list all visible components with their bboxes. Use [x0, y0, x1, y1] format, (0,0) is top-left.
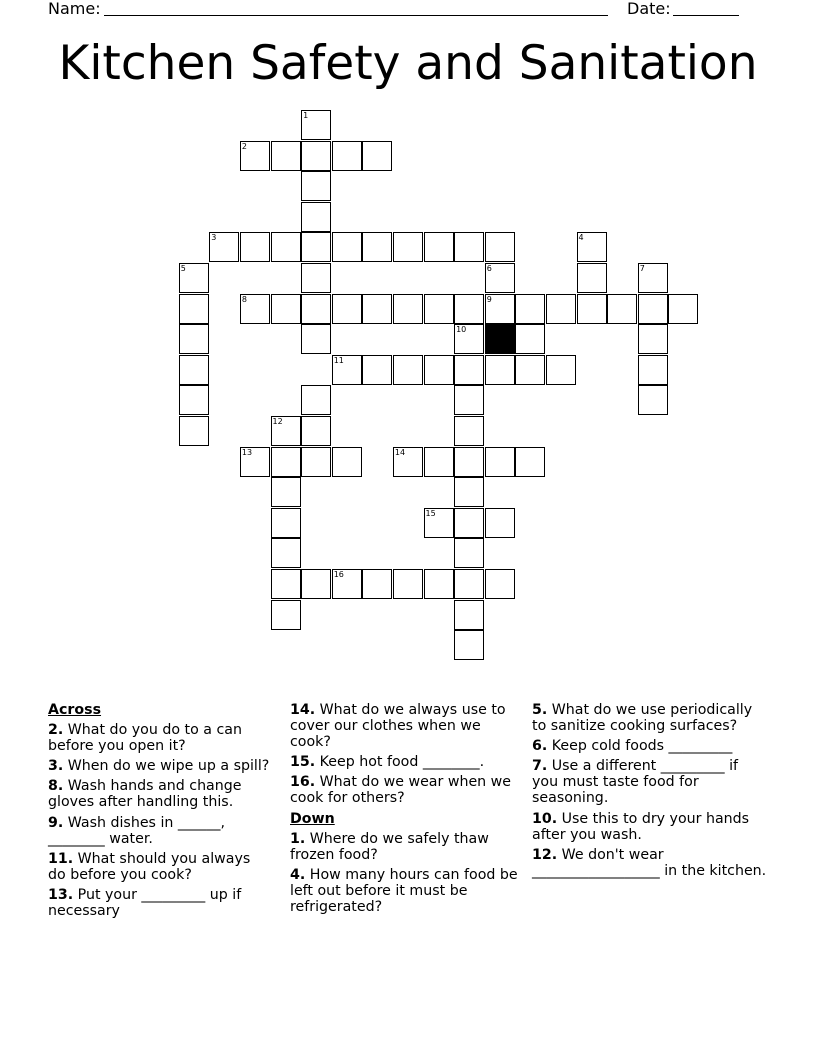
grid-cell[interactable]	[607, 294, 637, 324]
clue-number-label: 11.	[48, 850, 74, 867]
down-clue	[532, 847, 768, 879]
down-clue	[532, 702, 768, 734]
across-clue	[290, 754, 518, 770]
clue-number-label: 10.	[532, 810, 558, 827]
grid-cell[interactable]	[424, 569, 454, 599]
clue-text: Put your _________ up if necessary	[48, 886, 242, 920]
grid-cell[interactable]	[362, 232, 392, 262]
grid-cell[interactable]	[332, 294, 362, 324]
clue-number-label: 12.	[532, 846, 558, 863]
grid-cell[interactable]	[454, 508, 484, 538]
down-heading: Down	[290, 810, 335, 827]
grid-cell[interactable]	[240, 232, 270, 262]
clue-text: When do we wipe up a spill?	[63, 758, 270, 775]
grid-cell[interactable]	[454, 355, 484, 385]
clue-number-label: 9.	[48, 814, 64, 831]
grid-cell[interactable]	[454, 294, 484, 324]
down-clue	[290, 867, 518, 915]
clue-text: Keep cold foods _________	[547, 738, 733, 755]
clue-number-label: 5.	[532, 702, 548, 718]
grid-cell[interactable]	[393, 232, 423, 262]
clue-text: We don't wear __________________ in the kitchen.	[532, 846, 767, 879]
grid-cell[interactable]	[240, 447, 270, 477]
grid-cell[interactable]	[424, 232, 454, 262]
clue-text: What do we wear when we cook for others?	[290, 774, 512, 807]
grid-cell[interactable]	[301, 263, 331, 293]
clue-text: Use this to dry your hands after you wash.	[532, 810, 750, 843]
grid-cell[interactable]	[271, 508, 301, 538]
grid-cell[interactable]	[362, 294, 392, 324]
grid-cell[interactable]	[271, 141, 301, 171]
grid-cell[interactable]	[271, 232, 301, 262]
down-clue	[532, 758, 768, 806]
grid-cell[interactable]	[424, 355, 454, 385]
black-cell	[485, 324, 515, 354]
name-label: Name:	[48, 0, 101, 18]
clue-number-label: 16.	[290, 774, 316, 791]
grid-cell[interactable]	[515, 447, 545, 477]
grid-cell[interactable]	[577, 232, 607, 262]
clues-column-3	[532, 702, 768, 883]
clue-text: Where do we safely thaw frozen food?	[290, 830, 489, 863]
grid-cell[interactable]	[271, 447, 301, 477]
grid-cell[interactable]	[485, 508, 515, 538]
clue-number: 12	[272, 417, 283, 426]
grid-cell[interactable]	[362, 569, 392, 599]
grid-cell[interactable]	[454, 232, 484, 262]
down-clue	[532, 738, 768, 754]
grid-cell[interactable]	[179, 385, 209, 415]
grid-cell[interactable]	[515, 294, 545, 324]
clue-number-label: 8.	[48, 778, 64, 795]
grid-cell[interactable]	[332, 232, 362, 262]
grid-cell[interactable]	[454, 538, 484, 568]
grid-cell[interactable]	[301, 202, 331, 232]
grid-cell[interactable]	[638, 263, 668, 293]
clue-text: What should you always do before you cook?	[48, 850, 251, 883]
grid-cell[interactable]	[485, 263, 515, 293]
grid-cell[interactable]	[301, 110, 331, 140]
grid-cell[interactable]	[301, 141, 331, 171]
grid-cell[interactable]	[424, 447, 454, 477]
grid-cell[interactable]	[638, 355, 668, 385]
clue-number: 11	[333, 355, 344, 365]
grid-cell[interactable]	[179, 324, 209, 354]
grid-cell[interactable]	[271, 569, 301, 599]
grid-cell[interactable]	[301, 569, 331, 599]
grid-cell[interactable]	[332, 355, 362, 385]
clue-number: 14	[394, 447, 406, 457]
grid-cell[interactable]	[454, 630, 484, 660]
grid-cell[interactable]	[393, 569, 423, 599]
clue-number-label: 14.	[290, 702, 316, 718]
grid-cell[interactable]	[424, 294, 454, 324]
grid-cell[interactable]	[271, 416, 301, 446]
date-label: Date:	[627, 0, 671, 18]
across-clue	[48, 758, 270, 774]
clue-text: What do you do to a can before you open it?	[48, 722, 242, 755]
grid-cell[interactable]	[668, 294, 698, 324]
clue-number-label: 4.	[290, 866, 306, 883]
grid-cell[interactable]	[271, 538, 301, 568]
grid-cell[interactable]	[515, 355, 545, 385]
page-title: Kitchen Safety and Sanitation	[58, 36, 758, 91]
grid-cell[interactable]	[179, 355, 209, 385]
grid-cell[interactable]	[638, 294, 668, 324]
grid-cell[interactable]	[454, 385, 484, 415]
grid-cell[interactable]	[638, 385, 668, 415]
grid-cell[interactable]	[301, 324, 331, 354]
clue-number: 13	[241, 447, 253, 457]
across-heading: Across	[48, 702, 102, 718]
grid-cell[interactable]	[301, 171, 331, 201]
clue-number: 3	[211, 233, 217, 243]
clue-number: 16	[333, 570, 344, 579]
grid-cell[interactable]	[301, 385, 331, 415]
grid-cell[interactable]	[577, 263, 607, 293]
clue-number: 4	[578, 233, 584, 243]
grid-cell[interactable]	[209, 232, 239, 262]
grid-cell[interactable]	[301, 232, 331, 262]
clue-number-label: 15.	[290, 754, 316, 771]
grid-cell[interactable]	[271, 294, 301, 324]
grid-cell[interactable]	[454, 324, 484, 354]
clues-column-2	[290, 702, 518, 919]
clue-text: What do we use periodically to sanitize cooking surfaces?	[532, 702, 753, 735]
clue-number: 2	[241, 141, 247, 151]
clue-number: 1	[303, 111, 309, 120]
grid-cell[interactable]	[454, 416, 484, 446]
grid-cell[interactable]	[638, 324, 668, 354]
clue-number-label: 7.	[532, 758, 548, 775]
grid-cell[interactable]	[485, 355, 515, 385]
grid-cell[interactable]	[393, 294, 423, 324]
grid-cell[interactable]	[240, 141, 270, 171]
grid-cell[interactable]	[485, 447, 515, 477]
grid-cell[interactable]	[424, 508, 454, 538]
clue-number-label: 1.	[290, 830, 306, 847]
clue-text: Keep hot food ________.	[315, 754, 485, 771]
grid-cell[interactable]	[485, 232, 515, 262]
clue-number-label: 6.	[532, 738, 548, 755]
grid-cell[interactable]	[301, 447, 331, 477]
clues-column-1	[48, 702, 270, 923]
across-clue	[290, 774, 518, 806]
grid-cell[interactable]	[485, 569, 515, 599]
across-clue	[48, 887, 270, 919]
grid-cell[interactable]	[240, 294, 270, 324]
across-clue	[48, 851, 270, 883]
clue-number: 10	[456, 325, 467, 335]
clue-number-label: 2.	[48, 722, 64, 739]
grid-cell[interactable]	[179, 416, 209, 446]
grid-cell[interactable]	[271, 477, 301, 507]
down-clue	[290, 831, 518, 863]
clue-number: 9	[486, 294, 492, 304]
grid-cell[interactable]	[454, 477, 484, 507]
clue-text: Wash hands and change gloves after handling this.	[48, 778, 242, 811]
grid-cell[interactable]	[332, 141, 362, 171]
grid-cell[interactable]	[271, 600, 301, 630]
grid-cell[interactable]	[179, 263, 209, 293]
grid-cell[interactable]	[332, 447, 362, 477]
grid-cell[interactable]	[362, 355, 392, 385]
grid-cell[interactable]	[301, 294, 331, 324]
clue-number-label: 13.	[48, 886, 74, 903]
grid-cell[interactable]	[577, 294, 607, 324]
down-clue	[532, 811, 768, 843]
grid-cell[interactable]	[362, 141, 392, 171]
grid-cell[interactable]	[485, 294, 515, 324]
across-clue	[48, 722, 270, 754]
clue-text: Wash dishes in ______, ________ water.	[48, 814, 225, 847]
grid-cell[interactable]	[393, 355, 423, 385]
grid-cell[interactable]	[454, 447, 484, 477]
across-clue	[48, 778, 270, 810]
across-clue	[48, 815, 270, 847]
grid-cell[interactable]	[546, 294, 576, 324]
clue-text: Use a different _________ if you must taste food for seasoning.	[532, 758, 739, 807]
grid-cell[interactable]	[515, 324, 545, 354]
grid-cell[interactable]	[546, 355, 576, 385]
grid-cell[interactable]	[179, 294, 209, 324]
clue-number: 15	[425, 508, 436, 518]
across-clue	[290, 702, 518, 750]
grid-cell[interactable]	[393, 447, 423, 477]
clue-text: How many hours can food be left out before it must be refrigerated?	[290, 866, 518, 916]
grid-cell[interactable]	[301, 416, 331, 446]
grid-cell[interactable]	[454, 569, 484, 599]
clue-number: 5	[180, 264, 186, 273]
clue-number-label: 3.	[48, 758, 64, 775]
clue-number: 6	[486, 264, 492, 273]
clue-number: 8	[241, 294, 247, 304]
clue-number: 7	[639, 264, 645, 273]
clue-text: What do we always use to cover our clothes when we cook?	[290, 702, 506, 751]
grid-cell[interactable]	[332, 569, 362, 599]
grid-cell[interactable]	[454, 600, 484, 630]
